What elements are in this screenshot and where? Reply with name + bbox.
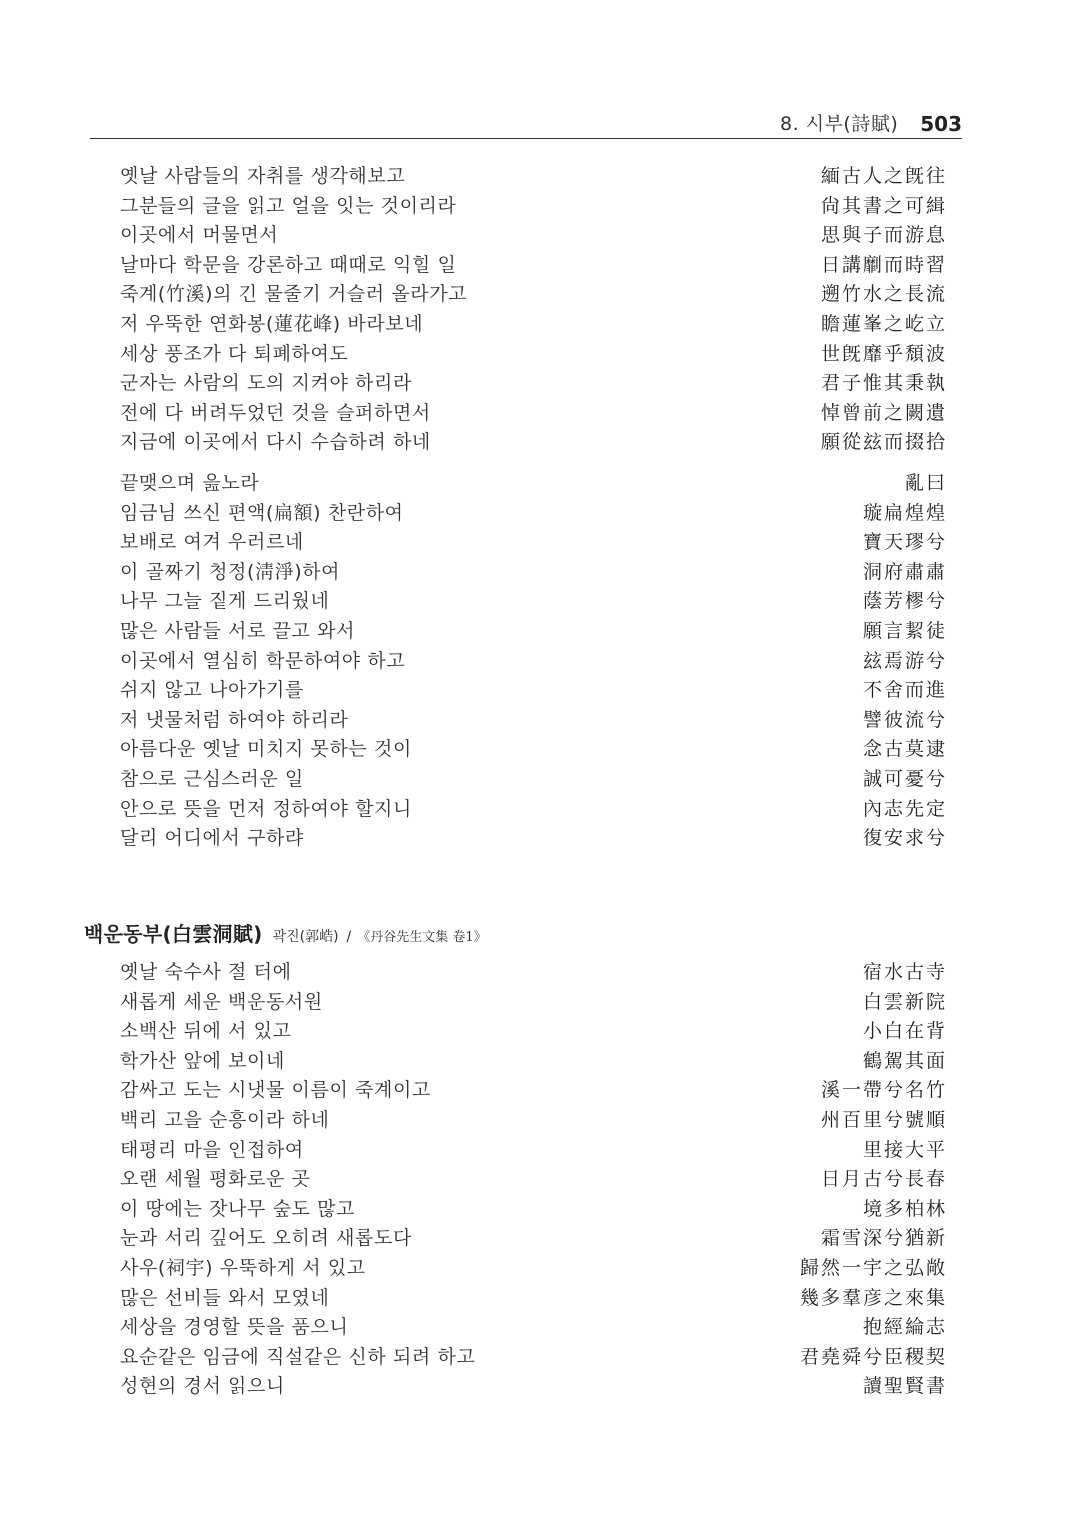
korean-translation: 세상을 경영할 뜻을 품으니 [120,1316,349,1339]
chinese-original: 君子惟其秉執 [820,372,947,395]
verse-line [120,765,953,795]
chinese-original: 霜雪深兮猶新 [820,1227,947,1250]
chinese-original: 幾多羣彦之來集 [799,1286,947,1309]
verse-line [120,647,953,677]
verse-line [120,192,953,222]
korean-translation: 감싸고 도는 시냇물 이름이 죽계이고 [120,1079,431,1102]
korean-translation: 저 냇물처럼 하여야 하리라 [120,708,349,731]
heading-separator: / [346,929,352,945]
verse-line [120,1284,953,1314]
verse-line [120,1165,953,1195]
chinese-original: 君堯舜兮臣稷契 [799,1345,947,1368]
korean-translation: 옛날 사람들의 자취를 생각해보고 [120,165,406,187]
chinese-original: 白雲新院 [862,990,947,1013]
korean-translation: 보배로 여겨 우러르네 [120,531,304,554]
chinese-original: 境多柏林 [862,1197,947,1220]
chinese-original: 世旣靡乎頹波 [820,342,947,365]
chinese-original: 溪一帶兮名竹 [820,1079,947,1102]
verse-line [120,795,953,825]
chinese-original: 不舍而進 [862,679,947,702]
verse-line [120,369,953,399]
chinese-original: 州百里兮號順 [820,1108,947,1131]
korean-translation: 사우(祠宇) 우뚝하게 서 있고 [120,1256,366,1279]
chinese-original: 願從玆而掇拾 [820,431,947,454]
korean-translation: 태평리 마을 인접하여 [120,1138,304,1161]
poem-heading [84,918,487,947]
chinese-original: 讀聖賢書 [862,1375,947,1398]
poem-stanza-1 [120,162,953,458]
korean-translation: 달리 어디에서 구하랴 [120,827,304,850]
chinese-original: 寶天璆兮 [862,531,947,554]
korean-translation: 요순같은 임금에 직설같은 신하 되려 하고 [120,1345,476,1368]
verse-line [120,958,953,988]
korean-translation: 죽계(竹溪)의 긴 물줄기 거슬러 올라가고 [120,283,468,306]
running-header [90,110,962,139]
korean-translation: 성현의 경서 읽으니 [120,1375,285,1398]
korean-translation: 많은 선비들 와서 모였네 [120,1286,330,1309]
verse-line [120,399,953,429]
chinese-original: 日月古兮長春 [820,1168,947,1191]
verse-line [120,735,953,765]
verse-line [120,1313,953,1343]
korean-translation: 군자는 사람의 도의 지켜야 하리라 [120,372,412,395]
chinese-original: 譬彼流兮 [862,708,947,731]
verse-line [120,499,953,529]
verse-line [120,1136,953,1166]
chinese-original: 內志先定 [862,797,947,820]
verse-line [120,1372,953,1402]
verse-line [120,558,953,588]
verse-line [120,280,953,310]
poem-stanza-3 [120,958,953,1402]
verse-line [120,469,953,499]
korean-translation: 세상 풍조가 다 퇴폐하여도 [120,342,349,365]
verse-line [120,587,953,617]
chinese-original: 亂曰 [904,472,947,494]
korean-translation: 참으로 근심스러운 일 [120,767,304,790]
verse-line [120,1106,953,1136]
page-number: 503 [920,112,962,136]
poem-author: 곽진(郭峼) [272,929,339,945]
chinese-original: 尙其書之可緝 [820,194,947,217]
chinese-original: 誠可憂兮 [862,767,947,790]
verse-line [120,1076,953,1106]
korean-translation: 소백산 뒤에 서 있고 [120,1020,292,1043]
verse-line [120,1224,953,1254]
chinese-original: 瞻蓮峯之屹立 [820,312,947,335]
korean-translation: 안으로 뜻을 먼저 정하여야 할지니 [120,797,412,820]
korean-translation: 지금에 이곳에서 다시 수습하려 하네 [120,431,431,454]
verse-line [120,676,953,706]
verse-line [120,340,953,370]
korean-translation: 눈과 서리 깊어도 오히려 새롭도다 [120,1227,412,1250]
verse-line [120,617,953,647]
chinese-original: 日講劘而時習 [820,253,947,276]
verse-line [120,251,953,281]
korean-translation: 많은 사람들 서로 끌고 와서 [120,619,356,642]
verse-line [120,1017,953,1047]
korean-translation: 날마다 학문을 강론하고 때때로 익힐 일 [120,253,457,276]
korean-translation: 백리 고을 순흥이라 하네 [120,1108,330,1131]
chinese-original: 復安求兮 [862,827,947,850]
korean-translation: 이곳에서 머물면서 [120,224,279,247]
korean-translation: 학가산 앞에 보이네 [120,1049,285,1072]
verse-line [120,1047,953,1077]
verse-line [120,1195,953,1225]
chinese-original: 思與子而游息 [820,224,947,247]
chinese-original: 悼曾前之闕遺 [820,401,947,424]
verse-line [120,528,953,558]
chinese-original: 璇扁煌煌 [862,501,947,524]
poem-stanza-2 [120,469,953,854]
verse-line [120,988,953,1018]
korean-translation: 아름다운 옛날 미치지 못하는 것이 [120,738,412,761]
korean-translation: 옛날 숙수사 절 터에 [120,961,292,983]
chinese-original: 小白在背 [862,1020,947,1043]
chinese-original: 洞府肅肅 [862,560,947,583]
korean-translation: 그분들의 글을 읽고 얼을 잇는 것이리라 [120,194,457,217]
chinese-original: 遡竹水之長流 [820,283,947,306]
verse-line [120,310,953,340]
korean-translation: 임금님 쓰신 편액(扁額) 찬란하여 [120,501,404,524]
chinese-original: 宿水古寺 [862,961,947,983]
chinese-original: 里接大平 [862,1138,947,1161]
chinese-original: 玆焉游兮 [862,649,947,672]
korean-translation: 새롭게 세운 백운동서원 [120,990,323,1013]
verse-line [120,162,953,192]
verse-line [120,428,953,458]
chinese-original: 緬古人之旣往 [820,165,947,187]
verse-line [120,1254,953,1284]
korean-translation: 쉬지 않고 나아가기를 [120,679,304,702]
verse-line [120,706,953,736]
korean-translation: 이 골짜기 청정(淸淨)하여 [120,560,341,583]
chinese-original: 蔭芳樛兮 [862,590,947,613]
korean-translation: 나무 그늘 짙게 드리웠네 [120,590,330,613]
korean-translation: 전에 다 버려두었던 것을 슬퍼하면서 [120,401,431,424]
chinese-original: 鶴駕其面 [862,1049,947,1072]
korean-translation: 끝맺으며 읊노라 [120,472,260,494]
poem-title: 백운동부(白雲洞賦) [84,922,263,946]
chinese-original: 願言絜徒 [862,619,947,642]
korean-translation: 오랜 세월 평화로운 곳 [120,1168,311,1191]
verse-line [120,221,953,251]
korean-translation: 이곳에서 열심히 학문하여야 하고 [120,649,406,672]
poem-source: 《丹谷先生文集 卷1》 [357,930,487,945]
chinese-original: 念古莫逮 [862,738,947,761]
chinese-original: 抱經綸志 [862,1316,947,1339]
section-title: 8. 시부(詩賦) [780,113,899,135]
chinese-original: 歸然一宇之弘敞 [799,1256,947,1279]
verse-line [120,824,953,854]
korean-translation: 저 우뚝한 연화봉(蓮花峰) 바라보네 [120,312,424,335]
korean-translation: 이 땅에는 잣나무 숲도 많고 [120,1197,356,1220]
verse-line [120,1343,953,1373]
